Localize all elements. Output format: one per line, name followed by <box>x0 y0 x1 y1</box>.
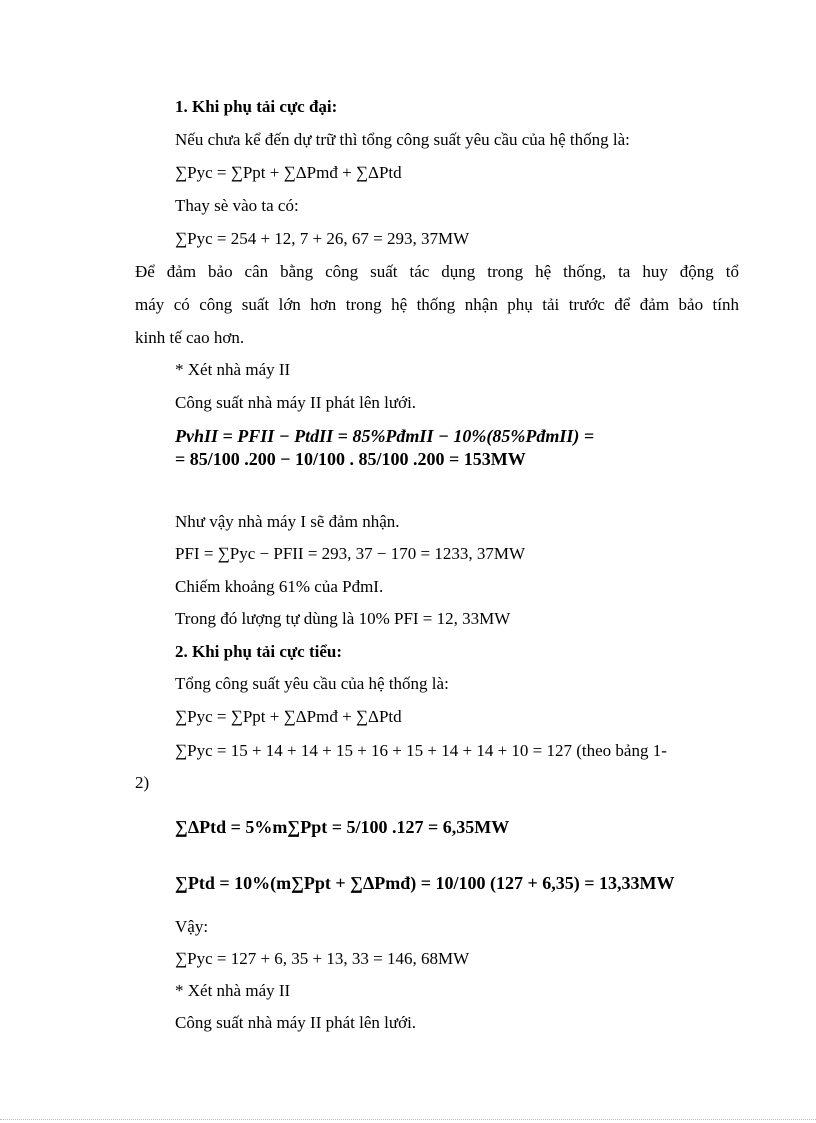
text-line: Chiếm khoảng 61% của PđmI. <box>175 577 384 596</box>
text-line: Thay sè vào ta có: <box>175 196 299 215</box>
formula-sum-values: ∑Pyc = 254 + 12, 7 + 26, 67 = 293, 37MW <box>175 229 470 248</box>
formula-sum-min: ∑Pyc = 127 + 6, 35 + 13, 33 = 146, 68MW <box>175 949 470 968</box>
text-line: Trong đó lượng tự dùng là 10% PFI = 12, 33MW <box>175 609 511 628</box>
formula-total-required: ∑Pyc = ∑Ppt + ∑ΔPmđ + ∑ΔPtd <box>175 707 402 726</box>
text-line: Như vậy nhà máy I sẽ đảm nhận. <box>175 512 400 531</box>
heading-min-load: 2. Khi phụ tải cực tiểu: <box>175 642 342 661</box>
formula-sum-loads: ∑Pyc = 15 + 14 + 14 + 15 + 16 + 15 + 14 + 14 + 10 = 127 (theo bảng 1- <box>175 741 667 760</box>
paragraph-line: Để đảm bảo cân bằng công suất tác dụng trong hệ thống, ta huy động tổ <box>135 262 739 281</box>
equation-delta-ptd <box>175 816 509 838</box>
heading-max-load: 1. Khi phụ tải cực đại: <box>175 97 338 116</box>
text-line: Nếu chưa kể đến dự trữ thì tổng công suất yêu cầu của hệ thống là: <box>175 130 630 149</box>
formula-total-required: ∑Pyc = ∑Ppt + ∑ΔPmđ + ∑ΔPtd <box>175 163 402 182</box>
text-line: * Xét nhà máy II <box>175 360 291 379</box>
formula-pfi: PFI = ∑Pyc − PFII = 293, 37 − 170 = 1233, 37MW <box>175 544 526 563</box>
text-line: Công suất nhà máy II phát lên lưới. <box>175 393 417 412</box>
text-line: * Xét nhà máy II <box>175 981 291 1000</box>
text-line: Công suất nhà máy II phát lên lưới. <box>175 1013 417 1032</box>
text-line: 2) <box>135 773 150 792</box>
equation-pvh-numeric-text: = 85/100 .200 − 10/100 . 85/100 .200 = 153MW <box>175 449 526 469</box>
page-footer-rule <box>0 1119 816 1120</box>
equation-pvh-numeric <box>175 448 526 470</box>
equation-delta-ptd-text: ∑ΔPtd = 5%m∑Ppt = 5/100 .127 = 6,35MW <box>175 817 510 837</box>
paragraph-line: máy có công suất lớn hơn trong hệ thống nhận phụ tải trước để đảm bảo tính <box>135 295 739 314</box>
equation-ptd <box>175 872 675 894</box>
equation-ptd-text: ∑Ptd = 10%(m∑Ppt + ∑ΔPmđ) = 10/100 (127 + 6,35) = 13,33MW <box>175 873 675 893</box>
paragraph-line: kinh tế cao hơn. <box>135 328 245 347</box>
text-line: Vậy: <box>175 917 209 936</box>
equation-pvh: PvhII = PFII − PtdII = 85%PđmII − 10%(85%PđmII) = <box>175 426 595 446</box>
text-line: Tổng công suất yêu cầu của hệ thống là: <box>175 674 449 693</box>
